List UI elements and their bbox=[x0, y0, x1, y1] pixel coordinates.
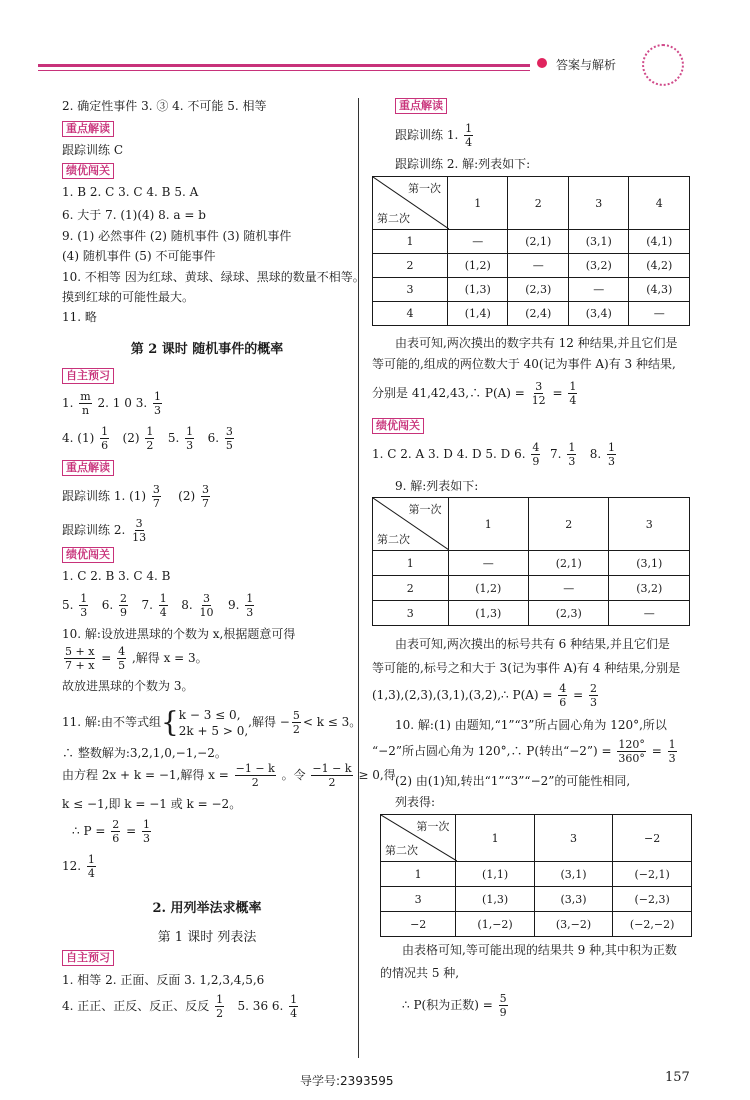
answer-line: (2) 由(1)知,转出“1”“3”“−2”的可能性相同, bbox=[395, 774, 631, 788]
answer-line: 4. 正正、正反、反正、反反 $\frac{1}{2}$ 5. 36 6. $\frac{1}{4}$ bbox=[62, 993, 298, 1020]
header-badge-icon bbox=[642, 44, 684, 86]
fraction: $\frac{1}{2}$ bbox=[146, 425, 154, 452]
section-tag-zhongdian: 重点解读 bbox=[62, 121, 114, 137]
answer-line: (1,3),(2,3),(3,1),(3,2),∴ P(A) = $\frac{4}{6}$ = $\frac{2}{3}$ bbox=[372, 682, 597, 709]
table-row bbox=[373, 601, 690, 626]
table-cell: 4 bbox=[373, 302, 448, 326]
answer-line: 12. $\frac{1}{4}$ bbox=[62, 853, 95, 880]
answer-line: 1. C 2. A 3. D 4. D 5. D 6. $\frac{4}{9}$ 7. $\frac{1}{3}$ 8. $\frac{1}{3}$ bbox=[372, 441, 616, 468]
table-cell: 1 bbox=[373, 230, 448, 254]
answer-line: 4. (1) $\frac{1}{6}$ (2) $\frac{1}{2}$ 5. $\frac{1}{3}$ 6. $\frac{3}{5}$ bbox=[62, 425, 233, 452]
table-cell: (4,1) bbox=[629, 230, 690, 254]
table-header-cell: 4 bbox=[629, 177, 690, 230]
table-cell: (−2,3) bbox=[613, 887, 692, 912]
table-row bbox=[373, 551, 690, 576]
section-tag-zizhu: 自主预习 bbox=[62, 368, 114, 384]
answer-line: 跟踪训练 1. (1) $\frac{3}{7}$ (2) $\frac{3}{7}$ bbox=[62, 483, 209, 510]
table-header-cell: 2 bbox=[529, 498, 609, 551]
fraction: $\frac{1}{3}$ bbox=[154, 390, 161, 417]
table-cell: −2 bbox=[381, 912, 456, 937]
answer-line: 10. 解:(1) 由题知,“1”“3”所占圆心角为 120°,所以 bbox=[395, 718, 667, 732]
fraction: $\frac{3}{7}$ bbox=[152, 483, 160, 510]
section-title: 2. 用列举法求概率 bbox=[152, 901, 262, 916]
table-cell: (1,2) bbox=[448, 576, 528, 601]
answer-line: 11. 略 bbox=[62, 310, 97, 324]
table-header-cell: 1 bbox=[447, 177, 508, 230]
fraction: $\frac{1}{3}$ bbox=[186, 425, 194, 452]
table-cell: 2 bbox=[373, 576, 449, 601]
answer-line: 列表得: bbox=[395, 795, 436, 809]
fraction: $\frac{120^\circ}{360^\circ}$ bbox=[618, 738, 645, 765]
table-cell: 3 bbox=[373, 601, 449, 626]
fraction: $\frac{-1 - k}{2}$ bbox=[312, 762, 352, 789]
fraction: $\frac{1}{3}$ bbox=[568, 441, 576, 468]
answer-line: 跟踪训练 1. $\frac{1}{4}$ bbox=[395, 122, 473, 149]
table-cell: 2 bbox=[373, 254, 448, 278]
table-header-cell: 3 bbox=[609, 498, 690, 551]
table-cell: — bbox=[447, 230, 508, 254]
table-cell: (3,4) bbox=[568, 302, 629, 326]
section-tag-zhongdian: 重点解读 bbox=[62, 460, 114, 476]
answer-line: 分别是 41,42,43,∴ P(A) = $\frac{3}{12}$ = $\frac{1}{4}$ bbox=[372, 380, 577, 407]
answer-line: 故放进黑球的个数为 3。 bbox=[62, 679, 194, 693]
fraction: $\frac{3}{12}$ bbox=[531, 380, 546, 407]
fraction: $\frac{1}{3}$ bbox=[142, 818, 150, 845]
table-cell: 3 bbox=[381, 887, 456, 912]
table-row bbox=[373, 278, 690, 302]
answer-line: 的情况共 5 种, bbox=[380, 966, 460, 980]
table-two-draws-4 bbox=[372, 176, 690, 326]
answer-line: 11. 解:由不等式组{ k − 3 ≤ 0, 2k + 5 > 0, ,解得 − $\frac{5}{2}$ < k ≤ 3。 bbox=[62, 705, 362, 739]
section-tag-jixiu: 绩优闯关 bbox=[62, 163, 114, 179]
table-cell: (2,1) bbox=[508, 230, 569, 254]
fraction: $\frac{-1 - k}{2}$ bbox=[235, 762, 275, 789]
table-header-cell: −2 bbox=[613, 815, 692, 862]
table-row bbox=[373, 230, 690, 254]
table-cell: (3,2) bbox=[568, 254, 629, 278]
fraction: $\frac{1}{3}$ bbox=[668, 738, 676, 765]
table-cell: (2,3) bbox=[508, 278, 569, 302]
fraction: $\frac{3}{5}$ bbox=[225, 425, 233, 452]
fraction: $\frac{1}{3}$ bbox=[608, 441, 616, 468]
section-tag-zizhu: 自主预习 bbox=[62, 950, 114, 966]
diagonal-header-cell: 第一次 第二次 bbox=[373, 177, 448, 230]
fraction: $\frac{3}{10}$ bbox=[199, 592, 214, 619]
table-header-cell: 3 bbox=[534, 815, 612, 862]
table-cell: — bbox=[568, 278, 629, 302]
answer-line: ∴ P = $\frac{2}{6}$ = $\frac{1}{3}$ bbox=[72, 818, 150, 845]
page-number: 157 bbox=[665, 1070, 690, 1085]
diagonal-header-cell: 第一次 第二次 bbox=[381, 815, 456, 862]
fraction: $\frac{m}{n}$ bbox=[80, 390, 91, 417]
table-cell: (3,1) bbox=[568, 230, 629, 254]
fraction: $\frac{1}{4}$ bbox=[290, 993, 298, 1020]
answer-line: k ≤ −1,即 k = −1 或 k = −2。 bbox=[62, 797, 242, 811]
fraction: $\frac{3}{7}$ bbox=[202, 483, 209, 510]
table-cell: (−2,1) bbox=[613, 862, 692, 887]
table-cell: (1,3) bbox=[447, 278, 508, 302]
answer-line: ∴ P(积为正数) = $\frac{5}{9}$ bbox=[402, 992, 507, 1019]
table-cell: (1,1) bbox=[456, 862, 534, 887]
table-row bbox=[381, 887, 692, 912]
answer-line: 等可能的,组成的两位数大于 40(记为事件 A)有 3 种结果, bbox=[372, 357, 676, 371]
table-cell: (1,3) bbox=[456, 887, 534, 912]
fraction: $\frac{1}{3}$ bbox=[80, 592, 88, 619]
fraction: $\frac{2}{3}$ bbox=[589, 682, 597, 709]
fraction: $\frac{5 + x}{7 + x}$ bbox=[65, 645, 95, 672]
table-cell: (3,1) bbox=[609, 551, 690, 576]
answer-line: 10. 不相等 因为红球、黄球、绿球、黑球的数量不相等。 bbox=[62, 270, 365, 284]
answer-line: 由表可知,两次摸出的标号共有 6 种结果,并且它们是 bbox=[395, 637, 670, 651]
answer-line: (4) 随机事件 (5) 不可能事件 bbox=[62, 249, 216, 263]
fraction: $\frac{3}{13}$ bbox=[132, 517, 147, 544]
table-row bbox=[381, 862, 692, 887]
table-header-cell: 3 bbox=[568, 177, 629, 230]
table-row bbox=[373, 576, 690, 601]
fraction: $\frac{1}{4}$ bbox=[569, 380, 577, 407]
answer-line: 跟踪训练 C bbox=[62, 143, 123, 157]
table-two-draws-3 bbox=[372, 497, 690, 626]
answer-line: 1. B 2. C 3. C 4. B 5. A bbox=[62, 185, 199, 199]
section-tag-jixiu: 绩优闯关 bbox=[62, 547, 114, 563]
lesson-title: 第 1 课时 列表法 bbox=[157, 930, 257, 945]
fraction: $\frac{1}{3}$ bbox=[246, 592, 254, 619]
answer-line: 由表格可知,等可能出现的结果共 9 种,其中积为正数 bbox=[402, 943, 677, 957]
header-title: 答案与解析 bbox=[556, 58, 617, 72]
table-cell: — bbox=[629, 302, 690, 326]
fraction: $\frac{5}{9}$ bbox=[499, 992, 507, 1019]
section-tag-jixiu: 绩优闯关 bbox=[372, 418, 424, 434]
fraction: $\frac{1}{2}$ bbox=[216, 993, 224, 1020]
table-cell: (3,3) bbox=[534, 887, 612, 912]
table-cell: (1,3) bbox=[448, 601, 528, 626]
answer-line: 等可能的,标号之和大于 3(记为事件 A)有 4 种结果,分别是 bbox=[372, 661, 681, 675]
answer-line: 1. $\frac{m}{n}$ 2. 1 0 3. $\frac{1}{3}$ bbox=[62, 390, 161, 417]
fraction: $\frac{4}{9}$ bbox=[532, 441, 540, 468]
fraction: $\frac{1}{4}$ bbox=[465, 122, 473, 149]
table-cell: — bbox=[529, 576, 609, 601]
table-cell: (1,2) bbox=[447, 254, 508, 278]
table-spinner-product bbox=[380, 814, 692, 937]
table-row bbox=[373, 254, 690, 278]
answer-line: 跟踪训练 2. $\frac{3}{13}$ bbox=[62, 517, 147, 544]
table-cell: (−2,−2) bbox=[613, 912, 692, 937]
footer-code: 导学号:2393595 bbox=[300, 1074, 394, 1088]
table-cell: (2,3) bbox=[529, 601, 609, 626]
table-cell: (1,−2) bbox=[456, 912, 534, 937]
answer-line: 9. (1) 必然事件 (2) 随机事件 (3) 随机事件 bbox=[62, 229, 292, 243]
table-row bbox=[373, 302, 690, 326]
header-rule-thin bbox=[38, 70, 530, 71]
table-row bbox=[381, 912, 692, 937]
answer-line: 10. 解:设放进黑球的个数为 x,根据题意可得 bbox=[62, 627, 296, 641]
answer-line: 摸到红球的可能性最大。 bbox=[62, 290, 195, 304]
table-cell: 3 bbox=[373, 278, 448, 302]
answer-line: 由表可知,两次摸出的数字共有 12 种结果,并且它们是 bbox=[395, 336, 678, 350]
table-cell: (4,2) bbox=[629, 254, 690, 278]
table-cell: (3,−2) bbox=[534, 912, 612, 937]
header-dot-icon bbox=[537, 58, 547, 68]
table-cell: 1 bbox=[381, 862, 456, 887]
answer-line: $\frac{5 + x}{7 + x}$ = $\frac{4}{5}$ ,解得 x = 3。 bbox=[65, 645, 208, 672]
fraction: $\frac{4}{5}$ bbox=[118, 645, 126, 672]
table-cell: (1,4) bbox=[447, 302, 508, 326]
table-header-cell: 1 bbox=[448, 498, 528, 551]
table-cell: (2,4) bbox=[508, 302, 569, 326]
table-cell: (3,1) bbox=[534, 862, 612, 887]
table-cell: (3,2) bbox=[609, 576, 690, 601]
table-header-cell: 1 bbox=[456, 815, 534, 862]
fraction: $\frac{1}{6}$ bbox=[101, 425, 109, 452]
fraction: $\frac{1}{4}$ bbox=[87, 853, 95, 880]
table-cell: — bbox=[448, 551, 528, 576]
fraction: $\frac{1}{4}$ bbox=[159, 592, 167, 619]
answer-line: 5. $\frac{1}{3}$ 6. $\frac{2}{9}$ 7. $\frac{1}{4}$ 8. $\frac{3}{10}$ 9. $\frac{1}{3}$ bbox=[62, 592, 254, 619]
answer-line: 由方程 2x + k = −1,解得 x = $\frac{-1 - k}{2}$ 。令 $\frac{-1 - k}{2}$ ≥ 0,得 bbox=[62, 762, 396, 789]
fraction: $\frac{2}{9}$ bbox=[120, 592, 128, 619]
table-cell: — bbox=[609, 601, 690, 626]
column-divider bbox=[358, 98, 359, 1058]
table-header-cell: 2 bbox=[508, 177, 569, 230]
answer-line: “−2”所占圆心角为 120°,∴ P(转出“−2”) = $\frac{120^\circ}{360^\circ}$ = $\frac{1}{3}$ bbox=[372, 738, 676, 765]
answer-line: 1. C 2. B 3. C 4. B bbox=[62, 569, 171, 583]
answer-line: 2. 确定性事件 3. ③ 4. 不可能 5. 相等 bbox=[62, 99, 267, 113]
answer-line: 跟踪训练 2. 解:列表如下: bbox=[395, 157, 531, 171]
lesson-title: 第 2 课时 随机事件的概率 bbox=[130, 342, 284, 357]
table-cell: (4,3) bbox=[629, 278, 690, 302]
header-rule bbox=[38, 64, 530, 67]
fraction: $\frac{5}{2}$ bbox=[292, 709, 300, 736]
answer-line: 9. 解:列表如下: bbox=[395, 479, 479, 493]
answer-line: 6. 大于 7. (1)(4) 8. a = b bbox=[62, 208, 206, 222]
fraction: $\frac{2}{6}$ bbox=[112, 818, 120, 845]
table-cell: 1 bbox=[373, 551, 449, 576]
diagonal-header-cell: 第一次 第二次 bbox=[373, 498, 449, 551]
answer-line: ∴ 整数解为:3,2,1,0,−1,−2。 bbox=[62, 746, 227, 760]
table-cell: — bbox=[508, 254, 569, 278]
answer-line: 1. 相等 2. 正面、反面 3. 1,2,3,4,5,6 bbox=[62, 973, 265, 987]
section-tag-zhongdian: 重点解读 bbox=[395, 98, 447, 114]
table-cell: (2,1) bbox=[529, 551, 609, 576]
fraction: $\frac{4}{6}$ bbox=[559, 682, 567, 709]
